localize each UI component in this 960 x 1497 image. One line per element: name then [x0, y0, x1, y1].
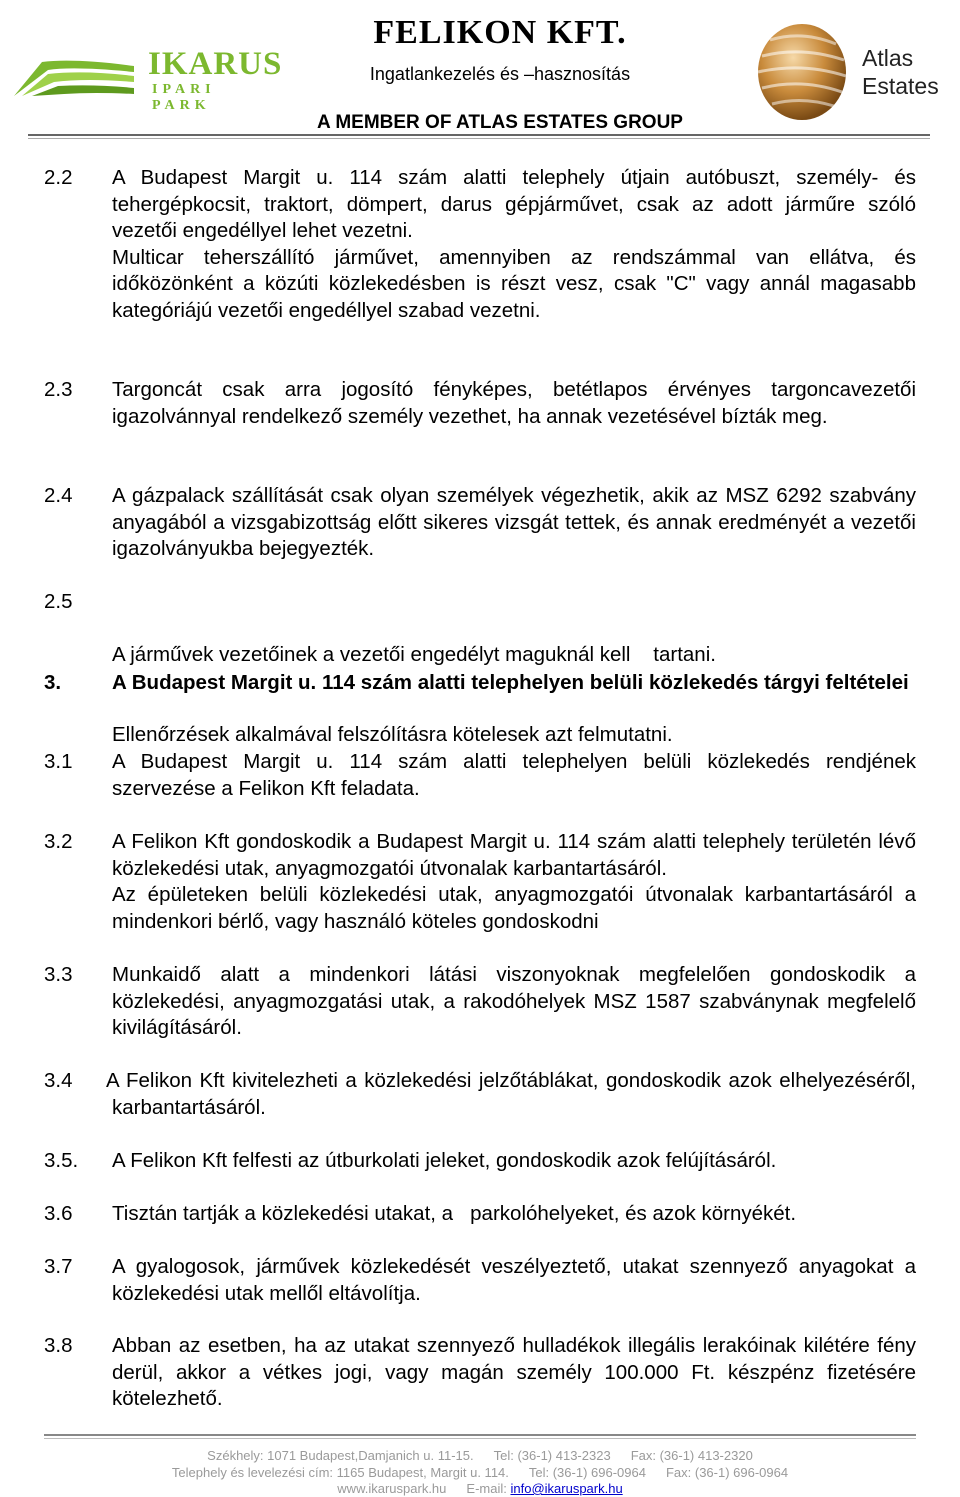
company-tagline: Ingatlankezelés és –hasznosítás: [369, 64, 631, 84]
estates-word: Estates: [862, 73, 939, 99]
footer-website[interactable]: www.ikaruspark.hu: [337, 1481, 447, 1496]
paragraph: A járművek vezetőinek a vezetői engedélyt maguknál kell tartani.: [112, 643, 716, 666]
section-text: A Felikon Kft kivitelezheti a közlekedési jelzőtáblákat, gondoskodik azok elhelyezéséről, karbantartásáról.: [106, 1069, 916, 1119]
ikarus-logo-word: IKARUS: [148, 46, 283, 82]
section-3-8: [44, 1333, 916, 1413]
section-text: Munkaidő alatt a mindenkori látási viszonyoknak megfelelően gondoskodik a közlekedési, anyagmozgatási utak, a rakodóhelyek MSZ 1587 szabványnak megfelelő kivilágításáról.: [112, 963, 916, 1039]
section-number: 3.2: [44, 830, 73, 853]
section-text: Tisztán tartják a közlekedési utakat, a parkolóhelyeket, és azok környékét.: [112, 1202, 797, 1225]
ikarus-logo: [14, 46, 283, 113]
section-text: A Budapest Margit u. 114 szám alatti telephelyen belüli közlekedés rendjének szervezése a Felikon Kft feladata.: [112, 750, 916, 800]
paragraph: Az épületeken belüli közlekedési utak, anyagmozgatói útvonalak karbantartásáról a mindenkori bérlő, vagy használó köteles gondoskodni: [112, 883, 916, 933]
section-number: 2.5: [44, 590, 73, 613]
ikarus-logo-sub: IPARI PARK: [152, 82, 216, 113]
atlas-word: Atlas: [862, 45, 914, 71]
section-number: 3.3: [44, 963, 73, 986]
section-number: 3.7: [44, 1255, 73, 1278]
footer-seat-phone: Tel: (36-1) 413-2323: [493, 1448, 611, 1463]
section-2-3: [44, 377, 916, 430]
paragraph: Multicar teherszállító járművet, amennyiben az rendszámmal van ellátva, és időközönként a közúti közlekedésben is részt vesz, csak "C" vagy annál magasabb kategóriájú vezetői engedéllyel szabad vezetni.: [112, 245, 916, 322]
member-line: A MEMBER OF ATLAS ESTATES GROUP: [317, 112, 683, 133]
section-text: [112, 165, 916, 324]
footer-email-label: E-mail:: [466, 1481, 507, 1496]
section-3-5: [44, 1148, 916, 1175]
section-text: A Felikon Kft felfesti az útburkolati jeleket, gondoskodik azok felújításáról.: [112, 1149, 777, 1172]
section-number: 3.4: [44, 1069, 73, 1092]
section-2-2: [44, 165, 916, 324]
footer-site-fax: Fax: (36-1) 696-0964: [665, 1465, 789, 1480]
company-name: FELIKON KFT.: [373, 14, 627, 51]
section-text: Abban az esetben, ha az utakat szennyező hulladékok illegális lerakóinak kilétére fény derül, akkor a vétkes jogi, vagy magán személy 100.000 Ft. készpénz fizetésére kötelezhető.: [112, 1334, 916, 1410]
page-header: [0, 0, 960, 140]
section-3-heading: [44, 670, 916, 697]
footer-seat-fax: Fax: (36-1) 413-2320: [630, 1448, 753, 1463]
section-number: 3.6: [44, 1202, 73, 1225]
section-title: A Budapest Margit u. 114 szám alatti telephelyen belüli közlekedés tárgyi feltételei: [112, 671, 909, 694]
atlas-estates-logo-text: [862, 44, 939, 100]
header-divider: [28, 134, 930, 136]
atlas-globe-icon: [750, 16, 850, 124]
section-number: 3.5.: [44, 1149, 79, 1172]
footer-seat-address: Székhely: 1071 Budapest,Damjanich u. 11-15.: [207, 1448, 474, 1463]
section-number: 2.4: [44, 484, 73, 507]
footer-divider: [44, 1434, 916, 1436]
section-number: 2.3: [44, 378, 73, 401]
paragraph: A Budapest Margit u. 114 szám alatti telephely útjain autóbuszt, személy- és tehergépkocsit, traktort, dömpert, darus gépjárművet, csak az adott járműre szóló vezetői engedéllyel lehet vezetni.: [112, 166, 916, 242]
section-number: 3.8: [44, 1334, 73, 1357]
paragraph: Ellenőrzések alkalmával felszólításra kötelesek azt felmutatni.: [112, 722, 673, 746]
section-text: A gázpalack szállítását csak olyan személyek végezhetik, akik az MSZ 6292 szabvány anyagából a vizsgabizottság előtt sikeres vizsgát tettek, és annak eredményét a vezetői igazolványukba bejegyezték.: [112, 484, 916, 560]
ikarus-swoosh-icon: [14, 56, 134, 96]
section-3-6: [44, 1201, 916, 1228]
section-text: [112, 829, 916, 935]
footer-email-link[interactable]: info@ikaruspark.hu: [510, 1481, 623, 1496]
section-3-2: [44, 829, 916, 935]
footer-seat-line: [0, 1448, 960, 1464]
section-3-3: [44, 962, 916, 1042]
section-text: Targoncát csak arra jogosító fényképes, betétlapos érvényes targoncavezetői igazolvánnyal rendelkező személy vezethet, ha annak vezetésével bízták meg.: [112, 378, 916, 428]
footer-site-phone: Tel: (36-1) 696-0964: [528, 1465, 646, 1480]
section-text: A gyalogosok, járművek közlekedését veszélyeztető, utakat szennyező anyagokat a közlekedési utak mellől eltávolítja.: [112, 1255, 916, 1305]
footer-web-line: [0, 1481, 960, 1497]
section-3-7: [44, 1254, 916, 1307]
header-divider-thin: [28, 138, 930, 139]
section-number: 3.1: [44, 750, 73, 773]
footer-site-line: [0, 1465, 960, 1481]
paragraph: A Felikon Kft gondoskodik a Budapest Margit u. 114 szám alatti telephely területén lévő közlekedési utak, anyagmozgatói útvonalak karbantartásáról.: [112, 830, 916, 880]
section-2-4: [44, 483, 916, 563]
section-number: 3.: [44, 671, 62, 694]
footer-divider-thin: [44, 1438, 916, 1439]
footer-site-address: Telephely és levelezési cím: 1165 Budapest, Margit u. 114.: [171, 1465, 509, 1480]
section-3-1: [44, 749, 916, 802]
section-3-4: [44, 1068, 916, 1121]
section-number: 2.2: [44, 166, 73, 189]
